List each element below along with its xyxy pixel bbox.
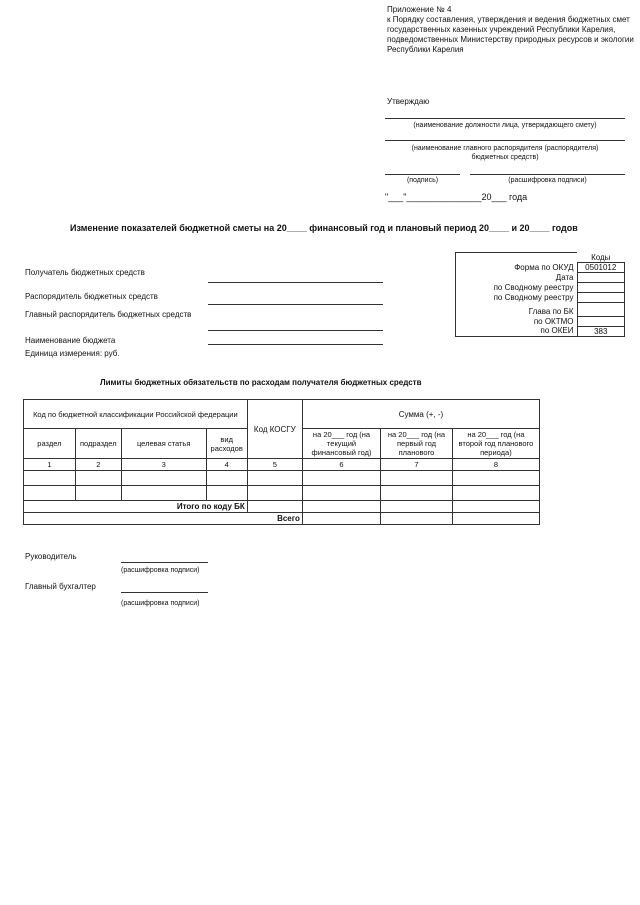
table-cell[interactable] bbox=[452, 486, 539, 501]
table-cell[interactable] bbox=[381, 501, 453, 513]
codes-header: Коды bbox=[591, 252, 611, 262]
codes-table bbox=[455, 252, 625, 337]
accountant-signature-line[interactable] bbox=[121, 592, 208, 593]
bk-header: Код по бюджетной классификации Российской федерации bbox=[24, 400, 248, 429]
appendix-title: Приложение № 4 bbox=[387, 5, 452, 14]
limits-table bbox=[23, 399, 540, 525]
accountant-label: Главный бухгалтер bbox=[25, 582, 96, 591]
total-label: Всего bbox=[24, 513, 303, 525]
table-cell[interactable] bbox=[452, 513, 539, 525]
col-expense-type: вид расходов bbox=[206, 429, 247, 459]
codes-row bbox=[456, 292, 625, 302]
col-number: 2 bbox=[75, 459, 121, 471]
table-row bbox=[24, 486, 540, 501]
table-cell[interactable] bbox=[75, 471, 121, 486]
table-cell[interactable] bbox=[452, 471, 539, 486]
table-cell[interactable] bbox=[247, 471, 302, 486]
total-row bbox=[24, 513, 540, 525]
col-section: раздел bbox=[24, 429, 76, 459]
head-decoding-caption: (расшифровка подписи) bbox=[121, 567, 200, 574]
codes-row bbox=[456, 316, 625, 326]
recipient-line[interactable] bbox=[208, 282, 383, 283]
codes-row bbox=[456, 302, 625, 316]
table-row bbox=[24, 471, 540, 486]
table-cell[interactable] bbox=[121, 471, 206, 486]
main-manager-line[interactable] bbox=[208, 330, 383, 331]
decoding-caption: (расшифровка подписи) bbox=[508, 177, 587, 184]
table-cell[interactable] bbox=[302, 513, 380, 525]
appendix-block bbox=[387, 5, 637, 55]
col-number: 7 bbox=[381, 459, 453, 471]
col-number: 4 bbox=[206, 459, 247, 471]
codes-row bbox=[456, 262, 625, 272]
table-cell[interactable] bbox=[24, 471, 76, 486]
budget-name-line[interactable] bbox=[208, 344, 383, 345]
col-number: 3 bbox=[121, 459, 206, 471]
codes-row-value[interactable]: 383 bbox=[577, 326, 625, 336]
sum-header: Сумма (+, -) bbox=[302, 400, 539, 429]
appendix-text: к Порядку составления, утверждения и ведения бюджетных смет государственных казенных учреждений Республики Карелия, подведомственных Министерству природных ресурсов и экологии Республики Карелия bbox=[387, 15, 634, 54]
subtotal-row bbox=[24, 501, 540, 513]
codes-row-value[interactable] bbox=[577, 316, 625, 326]
table-cell[interactable] bbox=[121, 486, 206, 501]
col-sum-current: на 20___ год (на текущий финансовый год) bbox=[302, 429, 380, 459]
codes-row-value[interactable]: 0501012 bbox=[577, 262, 625, 272]
kosgu-header: Код КОСГУ bbox=[247, 400, 302, 459]
table-cell[interactable] bbox=[75, 486, 121, 501]
codes-row-label: Форма по ОКУД bbox=[456, 262, 578, 272]
codes-row bbox=[456, 326, 625, 336]
table-cell[interactable] bbox=[247, 486, 302, 501]
codes-row-value[interactable] bbox=[577, 272, 625, 282]
codes-row-label: по ОКЕИ bbox=[456, 326, 578, 336]
document-title: Изменение показателей бюджетной сметы на 20____ финансовый год и плановый период 20____ и 20____ годов bbox=[70, 223, 578, 233]
codes-row-label: по Сводному реестру bbox=[456, 292, 578, 302]
table-cell[interactable] bbox=[302, 501, 380, 513]
table-cell[interactable] bbox=[206, 471, 247, 486]
col-sum-first: на 20___ год (на первый год планового bbox=[381, 429, 453, 459]
col-target: целевая статья bbox=[121, 429, 206, 459]
decoding-line[interactable] bbox=[470, 174, 625, 175]
position-caption: (наименование должности лица, утверждающего смету) bbox=[413, 122, 597, 129]
table-cell[interactable] bbox=[381, 513, 453, 525]
subtotal-label: Итого по коду БК bbox=[24, 501, 248, 513]
signature-line[interactable] bbox=[385, 174, 460, 175]
manager-caption: (наименование главного распорядителя (распорядителя) бюджетных средств) bbox=[411, 145, 599, 161]
col-subsection: подраздел bbox=[75, 429, 121, 459]
codes-row-label: Глава по БК bbox=[456, 302, 578, 316]
table-cell[interactable] bbox=[381, 471, 453, 486]
codes-spacer bbox=[456, 253, 578, 263]
col-sum-second: на 20___ год (на второй год планового периода) bbox=[452, 429, 539, 459]
limits-title: Лимиты бюджетных обязательств по расходам получателя бюджетных средств bbox=[100, 378, 422, 387]
table-cell[interactable] bbox=[206, 486, 247, 501]
position-line[interactable] bbox=[385, 118, 625, 119]
approve-label: Утверждаю bbox=[387, 97, 430, 106]
col-number: 8 bbox=[452, 459, 539, 471]
head-label: Руководитель bbox=[25, 552, 77, 561]
codes-row-label: по Сводному реестру bbox=[456, 282, 578, 292]
table-cell[interactable] bbox=[452, 501, 539, 513]
manager-line[interactable] bbox=[385, 140, 625, 141]
col-number: 6 bbox=[302, 459, 380, 471]
signature-caption: (подпись) bbox=[406, 177, 439, 184]
recipient-label: Получатель бюджетных средств bbox=[25, 268, 145, 277]
codes-row-value[interactable] bbox=[577, 302, 625, 316]
codes-row-label: Дата bbox=[456, 272, 578, 282]
codes-row bbox=[456, 272, 625, 282]
col-number: 1 bbox=[24, 459, 76, 471]
manager-field-line[interactable] bbox=[208, 304, 383, 305]
main-manager-label: Главный распорядитель бюджетных средств bbox=[25, 310, 192, 319]
codes-row-value[interactable] bbox=[577, 292, 625, 302]
codes-row-label: по ОКТМО bbox=[456, 316, 578, 326]
table-cell[interactable] bbox=[24, 486, 76, 501]
table-cell[interactable] bbox=[247, 501, 302, 513]
manager-label: Распорядитель бюджетных средств bbox=[25, 292, 158, 301]
accountant-decoding-caption: (расшифровка подписи) bbox=[121, 600, 200, 607]
approve-date: "___"_______________20___ года bbox=[385, 192, 528, 202]
codes-row-value[interactable] bbox=[577, 282, 625, 292]
head-signature-line[interactable] bbox=[121, 562, 208, 563]
codes-row bbox=[456, 282, 625, 292]
table-cell[interactable] bbox=[381, 486, 453, 501]
unit-label: Единица измерения: руб. bbox=[25, 349, 120, 358]
budget-name-label: Наименование бюджета bbox=[25, 336, 116, 345]
col-number: 5 bbox=[247, 459, 302, 471]
table-cell[interactable] bbox=[302, 486, 380, 501]
column-numbers-row bbox=[24, 459, 540, 471]
table-cell[interactable] bbox=[302, 471, 380, 486]
